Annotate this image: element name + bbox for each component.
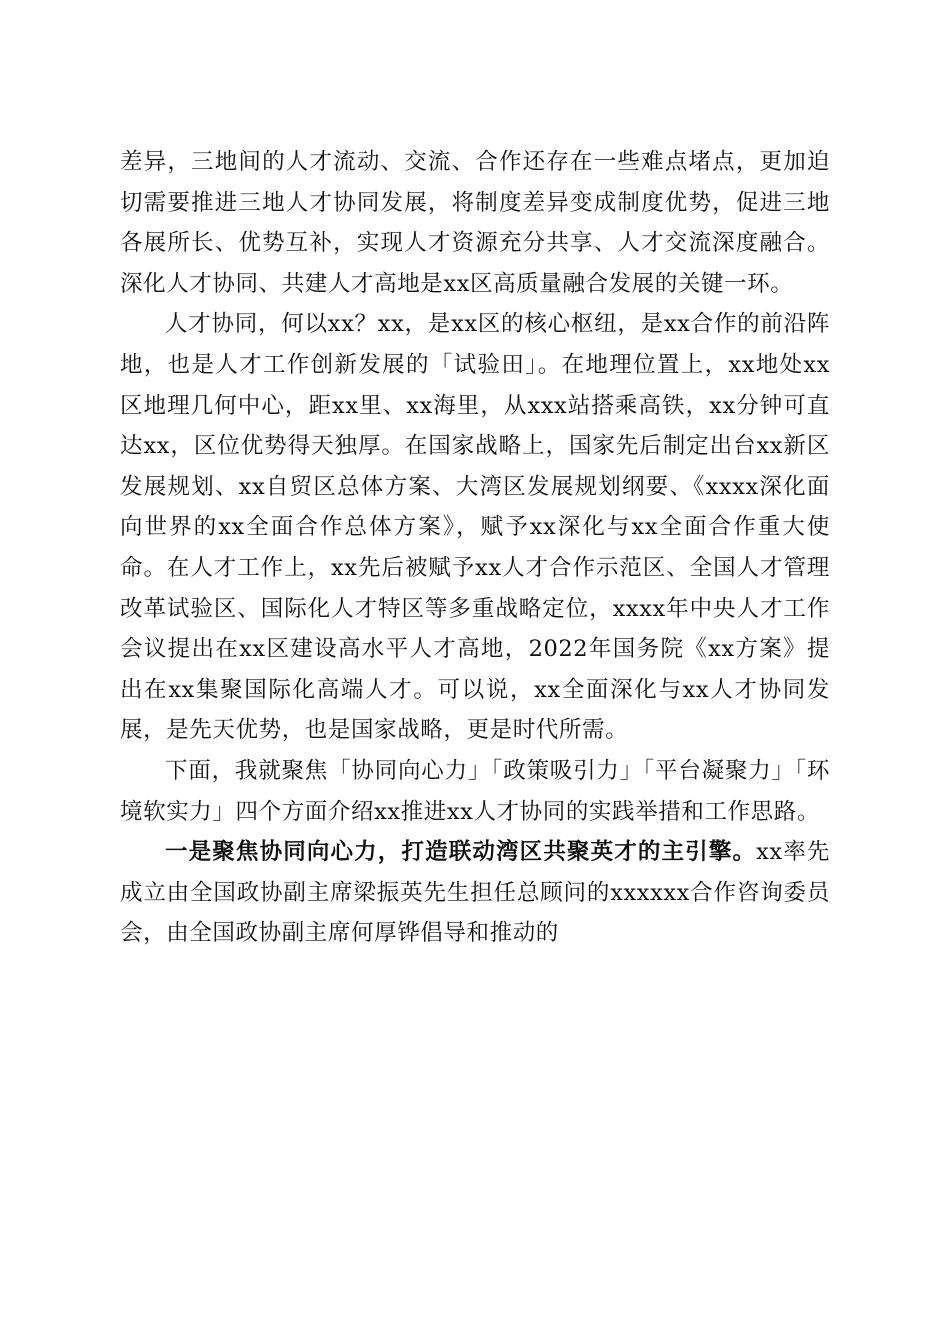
paragraph-overview: 下面，我就聚焦「协同向心力」「政策吸引力」「平台凝聚力」「环境软实力」四个方面介绍xx推进xx人才协同的实践举措和工作思路。 xyxy=(120,757,830,825)
document-body xyxy=(120,142,830,954)
first-point-text: xx率先成立由全国政协副主席梁振英先生担任总顾问的xxxxxx合作咨询委员会，由全国政协副主席何厚铧倡导和推动的 xyxy=(120,839,830,947)
paragraph-talent-collaboration: 人才协同，何以xx？xx，是xx区的核心枢纽，是xx合作的前沿阵地，也是人才工作创新发展的「试验田」。在地理位置上，xx地处xx区地理几何中心，距xx里、xx海里，从xxx站搭乘高铁，xx分钟可直达xx，区位优势得天独厚。在国家战略上，国家先后制定出台xx新区发展规划、xx自贸区总体方案、大湾区发展规划纲要、《xxxx深化面向世界的xx全面合作总体方案》，赋予xx深化与xx全面合作重大使命。在人才工作上，xx先后被赋予xx人才合作示范区、全国人才管理改革试验区、国际化人才特区等多重战略定位，xxxx年中央人才工作会议提出在xx区建设高水平人才高地，2022年国务院《xx方案》提出在xx集聚国际化高端人才。可以说，xx全面深化与xx人才协同发展，是先天优势，也是国家战略，更是时代所需。 xyxy=(120,311,830,744)
paragraph-first-point xyxy=(120,832,830,954)
first-point-heading: 一是聚焦协同向心力，打造联动湾区共聚英才的主引擎。 xyxy=(165,839,757,866)
paragraph-continuation: 差异，三地间的人才流动、交流、合作还存在一些难点堵点，更加迫切需要推进三地人才协同发展，将制度差异变成制度优势，促进三地各展所长、优势互补，实现人才资源充分共享、人才交流深度融合。深化人才协同、共建人才高地是xx区高质量融合发展的关键一环。 xyxy=(120,149,830,297)
